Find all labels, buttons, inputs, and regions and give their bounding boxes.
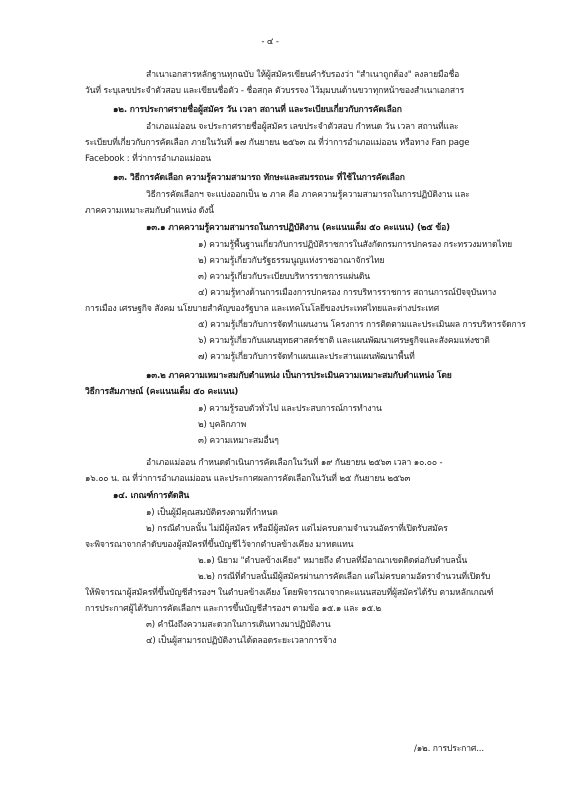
text-line: การเมือง เศรษฐกิจ สังคม นโยบายสำคัญของรัฐบาล และเทคโนโลยีของประเทศไทยและต่างประเทศ xyxy=(85,304,440,314)
text-line: อำเภอแม่ออน กำหนดดำเนินการคัดเลือกในวันที่ ๑๙ กันยายน ๒๕๖๓ เวลา ๑๐.๐๐ - xyxy=(146,458,443,468)
text-line: ภาคความเหมาะสมกับตำแหน่ง ดังนี้ xyxy=(85,206,214,216)
subsection-heading: ๑๓.๒ ภาคความเหมาะสมกับตำแหน่ง เป็นการประเมินความเหมาะสมกับตำแหน่ง โดย xyxy=(146,371,452,381)
list-item: ๒.๒) กรณีที่ตำบลนั้นมีผู้สมัครผ่านการคัดเลือก แต่ไม่ครบตามอัตราจำนวนที่เปิดรับ xyxy=(198,572,491,582)
list-item: ๒) บุคลิกภาพ xyxy=(198,420,247,430)
page-number: - ๔ - xyxy=(261,37,279,47)
list-item: ๒) กรณีตำบลนั้น ไม่มีผู้สมัคร หรือมีผู้สมัคร แต่ไม่ครบตามจำนวนอัตราที่เปิดรับสมัคร xyxy=(146,524,448,534)
text-line: ระเบียบที่เกี่ยวกับการคัดเลือก ภายในวันที่ ๑๗ กันยายน ๒๕๖๓ ณ ที่ว่าการอำเภอแม่ออน หรือทาง Fan page xyxy=(85,138,470,148)
list-item: ๒) ความรู้เกี่ยวกับรัฐธรรมนูญแห่งราชอาณาจักรไทย xyxy=(198,256,385,266)
section-heading: ๑๔. เกณฑ์การตัดสิน xyxy=(113,491,190,501)
text-line: ๑๖.๐๐ น. ณ ที่ว่าการอำเภอแม่ออน และประกาศผลการคัดเลือกในวันที่ ๒๕ กันยายน ๒๕๖๓ xyxy=(85,474,411,484)
text-line: ให้พิจารณาผู้สมัครที่ขึ้นบัญชีสำรองฯ ในตำบลข้างเคียง โดยพิจารณาจากคะแนนสอบที่ผู้สมัครได้รับ ตามหลักเกณฑ์ xyxy=(85,588,494,598)
list-item: ๑) ความรู้รอบตัวทั่วไป และประสบการณ์การทำงาน xyxy=(198,404,382,414)
text-line: สำเนาเอกสารหลักฐานทุกฉบับ ให้ผู้สมัครเขียนคำรับรองว่า "สำเนาถูกต้อง" ลงลายมือชื่อ xyxy=(146,70,460,80)
list-item: ๔) ความรู้ทางด้านการเมืองการปกครอง การบริหารราชการ สถานการณ์ปัจจุบันทาง xyxy=(198,288,497,298)
list-item: ๖) ความรู้เกี่ยวกับแผนยุทธศาสตร์ชาติ และแผนพัฒนาเศรษฐกิจและสังคมแห่งชาติ xyxy=(198,336,490,346)
section-heading: ๑๓. วิธีการคัดเลือก ความรู้ความสามารถ ทักษะและสมรรถนะ ที่ใช้ในการคัดเลือก xyxy=(113,173,405,183)
list-item: ๓) ความเหมาะสมอื่นๆ xyxy=(198,436,279,446)
list-item: ๒.๑) นิยาม "ตำบลข้างเคียง" หมายถึง ตำบลที่มีอาณาเขตติดต่อกับตำบลนั้น xyxy=(198,556,468,566)
text-line: วันที่ ระบุเลขประจำตัวสอบ และเขียนชื่อตัว - ชื่อสกุล ตัวบรรจง ไว้มุมบนด้านขวาทุกหน้าของสำเนาเอกสาร xyxy=(85,86,465,96)
text-line: การประกาศผู้ได้รับการคัดเลือกฯ และการขึ้นบัญชีสำรองฯ ตามข้อ ๑๕.๑ และ ๑๕.๒ xyxy=(85,604,382,614)
text-line: Facebook : ที่ว่าการอำเภอแม่ออน xyxy=(85,154,211,164)
list-item: ๓) ความรู้เกี่ยวกับระเบียบบริหารราชการแผ่นดิน xyxy=(198,272,371,282)
list-item: ๑) ความรู้พื้นฐานเกี่ยวกับการปฏิบัติราชการในสังกัดกรมการปกครอง กระทรวงมหาดไทย xyxy=(198,240,512,250)
section-heading: ๑๒. การประกาศรายชื่อผู้สมัคร วัน เวลา สถานที่ และระเบียบเกี่ยวกับการคัดเลือก xyxy=(113,105,402,115)
text-line: วิธีการคัดเลือกฯ จะแบ่งออกเป็น ๒ ภาค คือ ภาคความรู้ความสามารถในการปฏิบัติงาน และ xyxy=(146,190,470,200)
list-item: ๑) เป็นผู้มีคุณสมบัติตรงตามที่กำหนด xyxy=(146,508,278,518)
subsection-heading: วิธีการสัมภาษณ์ (คะแนนเต็ม ๕๐ คะแนน) xyxy=(85,387,239,397)
list-item: ๕) ความรู้เกี่ยวกับการจัดทำแผนงาน โครงการ การติดตามและประเมินผล การบริหารจัดการ xyxy=(198,320,526,330)
text-line: จะพิจารณาจากลำดับของผู้สมัครที่ขึ้นบัญชีไว้จากตำบลข้างเคียง มาทดแทน xyxy=(85,540,354,550)
list-item: ๓) คำนึงถึงความสะดวกในการเดินทางมาปฏิบัติงาน xyxy=(146,620,331,630)
subsection-heading: ๑๓.๑ ภาคความรู้ความสามารถในการปฏิบัติงาน (คะแนนเต็ม ๕๐ คะแนน) (๒๕ ข้อ) xyxy=(146,223,450,233)
list-item: ๗) ความรู้เกี่ยวกับการจัดทำแผนและประสานแผนพัฒนาพื้นที่ xyxy=(198,352,415,362)
footer-continuation: /๑๒. การประกาศ... xyxy=(414,744,484,754)
text-line: อำเภอแม่ออน จะประกาศรายชื่อผู้สมัคร เลขประจำตัวสอบ กำหนด วัน เวลา สถานที่และ xyxy=(146,122,459,132)
list-item: ๔) เป็นผู้สามารถปฏิบัติงานได้ตลอดระยะเวลาการจ้าง xyxy=(146,636,337,646)
